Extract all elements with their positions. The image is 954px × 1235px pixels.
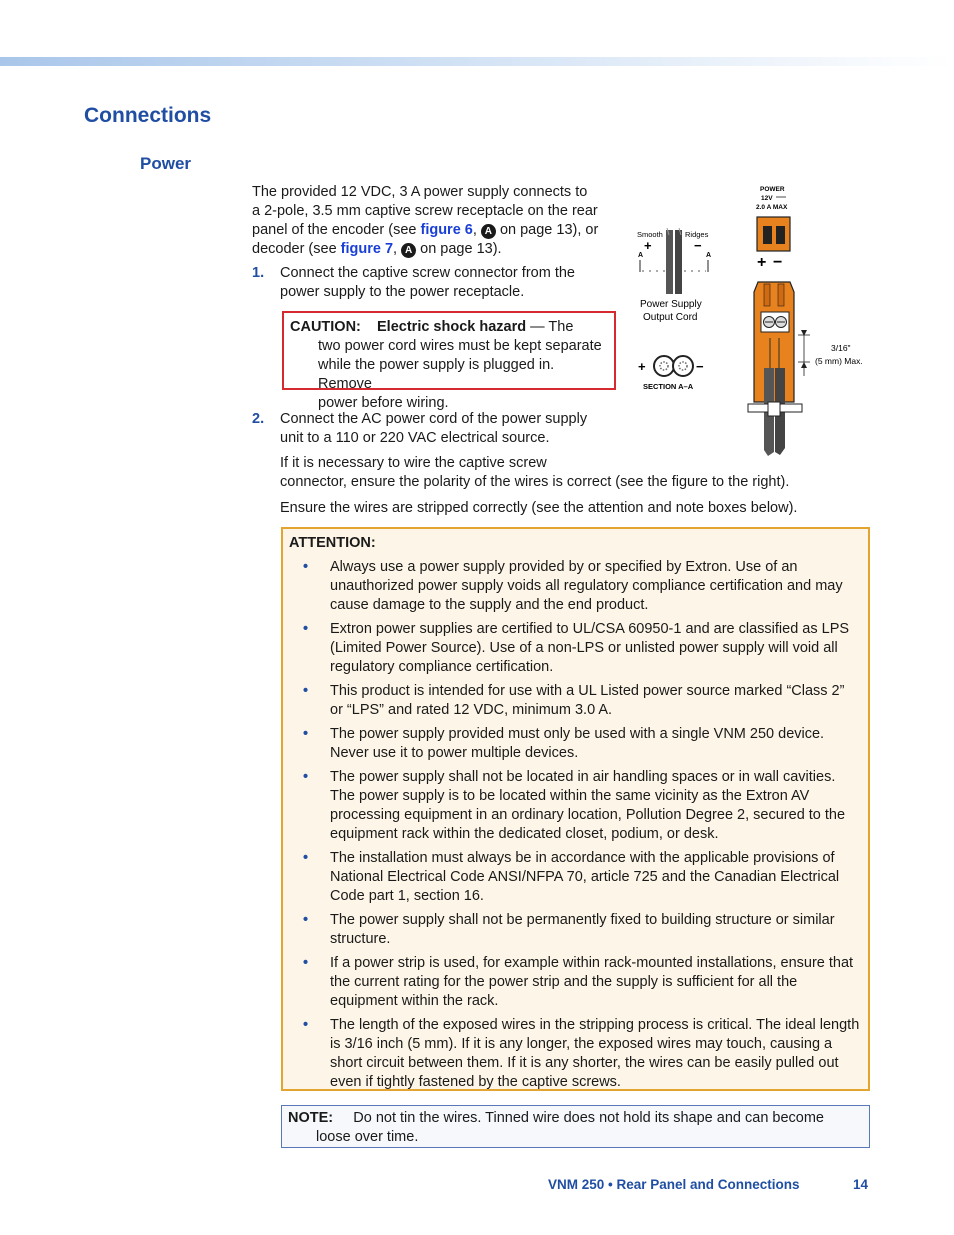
section-title: Connections	[84, 104, 212, 127]
list-item: • Extron power supplies are certified to UL/CSA 60950-1 and are classified as LPS (Limited Power Source). Use of a non-LPS or unlisted power supply will void all regulatory compliance certification.	[303, 621, 850, 675]
list-item: • The power supply shall not be located in air handling spaces or in wall cavities. The power supply is to be located within the same vicinity as the Extron AV processing equipment in an ordinary location, Pollution Degree 2, secured to the equipment rack within the dedicated closet, podium, or desk.	[303, 769, 846, 842]
voltage-label: 12V	[761, 195, 773, 202]
list-item: • The power supply shall not be permanently fixed to building structure or similar structure.	[303, 912, 835, 947]
ridges-label: Ridges	[685, 230, 709, 239]
attention-box	[281, 527, 870, 1091]
bullet-icon: •	[303, 912, 309, 928]
page-number: 14	[853, 1177, 869, 1192]
bullet-icon: •	[303, 683, 309, 699]
step-1-number: 1.	[252, 265, 265, 281]
receptacle-pin-left	[763, 226, 772, 244]
bullet-icon: •	[303, 850, 309, 866]
attention-list	[289, 558, 860, 1092]
list-item: • The installation must always be in accordance with the applicable provisions of National Electrical Code ANSI/NFPA 70, article 725 and the Canadian Electrical Code part 1, section 16.	[303, 850, 840, 904]
tie-wrap-head	[768, 402, 780, 416]
bullet-icon: •	[303, 1017, 309, 1033]
receptacle-plus-sign: +	[757, 254, 767, 271]
bullet-icon: •	[303, 559, 309, 575]
section-a-left: A	[638, 252, 644, 259]
dimension-label-line-2: (5 mm) Max.	[815, 356, 863, 366]
receptacle-minus-sign: −	[773, 254, 783, 271]
section-a-right: A	[706, 252, 712, 259]
intro-line-2: a 2-pole, 3.5 mm captive screw receptacle on the rear	[252, 203, 598, 219]
section-plus-sign: +	[638, 359, 646, 374]
caution-label: CAUTION:	[290, 319, 361, 335]
figure-7-link[interactable]: figure 7	[340, 241, 394, 257]
callout-a-badge: A	[481, 224, 496, 239]
power-connector-diagram	[630, 180, 880, 460]
dimension-label-line-1: 3/16"	[831, 343, 851, 353]
section-label: SECTION A–A	[643, 382, 694, 391]
bullet-icon: •	[303, 621, 309, 637]
bullet-icon: •	[303, 769, 309, 785]
cord-minus-sign: −	[694, 238, 702, 253]
amperage-label: 2.0 A MAX	[756, 204, 788, 211]
list-item: • If a power strip is used, for example within rack-mounted installations, ensure that the current rating for the power strip and the supply is sufficient for all the equipment within the rack.	[303, 955, 854, 1009]
step-2-text: Connect the AC power cord of the power supply unit to a 110 or 220 VAC electrical source.	[280, 411, 588, 446]
subsection-title: Power	[140, 154, 192, 173]
intro-line-1: The provided 12 VDC, 3 A power supply connects to	[252, 184, 588, 200]
bullet-icon: •	[303, 726, 309, 742]
caution-hazard: Electric shock hazard	[377, 319, 527, 335]
note-box: NOTE: Do not tin the wires. Tinned wire does not hold its shape and can become loose over time.	[281, 1105, 870, 1148]
cord-wire-left	[666, 230, 673, 294]
callout-a-badge: A	[401, 243, 416, 258]
receptacle-pin-right	[776, 226, 785, 244]
list-item: • The power supply provided must only be used with a single VNM 250 device. Never use it to power multiple devices.	[303, 726, 825, 761]
step-2-number: 2.	[252, 411, 265, 427]
note-label: NOTE:	[288, 1110, 334, 1126]
step-1-text: Connect the captive screw connector from the power supply to the power receptacle.	[280, 265, 575, 300]
intro-paragraph	[252, 183, 622, 259]
power-receptacle	[757, 217, 790, 251]
smooth-label: Smooth	[637, 230, 663, 239]
cord-wire-right	[675, 230, 682, 294]
cord-label-line-2: Output Cord	[643, 312, 698, 323]
attention-title: ATTENTION:	[289, 535, 376, 551]
stripping-paragraph: Ensure the wires are stripped correctly (see the attention and note boxes below).	[280, 500, 798, 516]
list-item: • Always use a power supply provided by or specified by Extron. Use of an unauthorized power supply voids all regulatory compliance certification and may cause damage to the supply and the end product.	[303, 559, 843, 613]
list-item: • This product is intended for use with a UL Listed power source marked “Class 2” or “LPS” and rated 12 VDC, minimum 3.0 A.	[303, 683, 845, 718]
plug-tab-right	[778, 284, 784, 306]
power-label: POWER	[760, 186, 785, 193]
plug-tab-left	[764, 284, 770, 306]
header-gradient-bar	[0, 57, 954, 66]
caution-box: CAUTION: Electric shock hazard — The two power cord wires must be kept separate while the power supply is plugged in. Remove power before wiring.	[282, 311, 616, 390]
cord-label-line-1: Power Supply	[640, 299, 702, 310]
section-minus-sign: −	[696, 359, 704, 374]
list-item: • The length of the exposed wires in the stripping process is critical. The ideal length is 3/16 inch (5 mm). If it is any longer, the exposed wires may touch, causing a short circuit between them. If it is any shorter, the wires can be easily pulled out even if tightly fastened by the captive screws.	[303, 1017, 860, 1090]
cord-plus-sign: +	[644, 238, 652, 253]
intro-line-4: decoder (see figure 7, A on page 13).	[252, 241, 502, 257]
bullet-icon: •	[303, 955, 309, 971]
section-wire-smooth	[654, 356, 674, 376]
footer-title: VNM 250 • Rear Panel and Connections	[548, 1177, 800, 1192]
figure-6-link[interactable]: figure 6	[420, 222, 473, 238]
dimension-arrow-bottom	[801, 362, 807, 368]
power-connector-figure	[630, 180, 880, 460]
section-wire-ridged	[673, 356, 693, 376]
polarity-paragraph: If it is necessary to wire the captive screw connector, ensure the polarity of the wires is correct (see the figure to the right).	[280, 455, 790, 490]
intro-line-3: panel of the encoder (see figure 6, A on page 13), or	[252, 222, 599, 238]
